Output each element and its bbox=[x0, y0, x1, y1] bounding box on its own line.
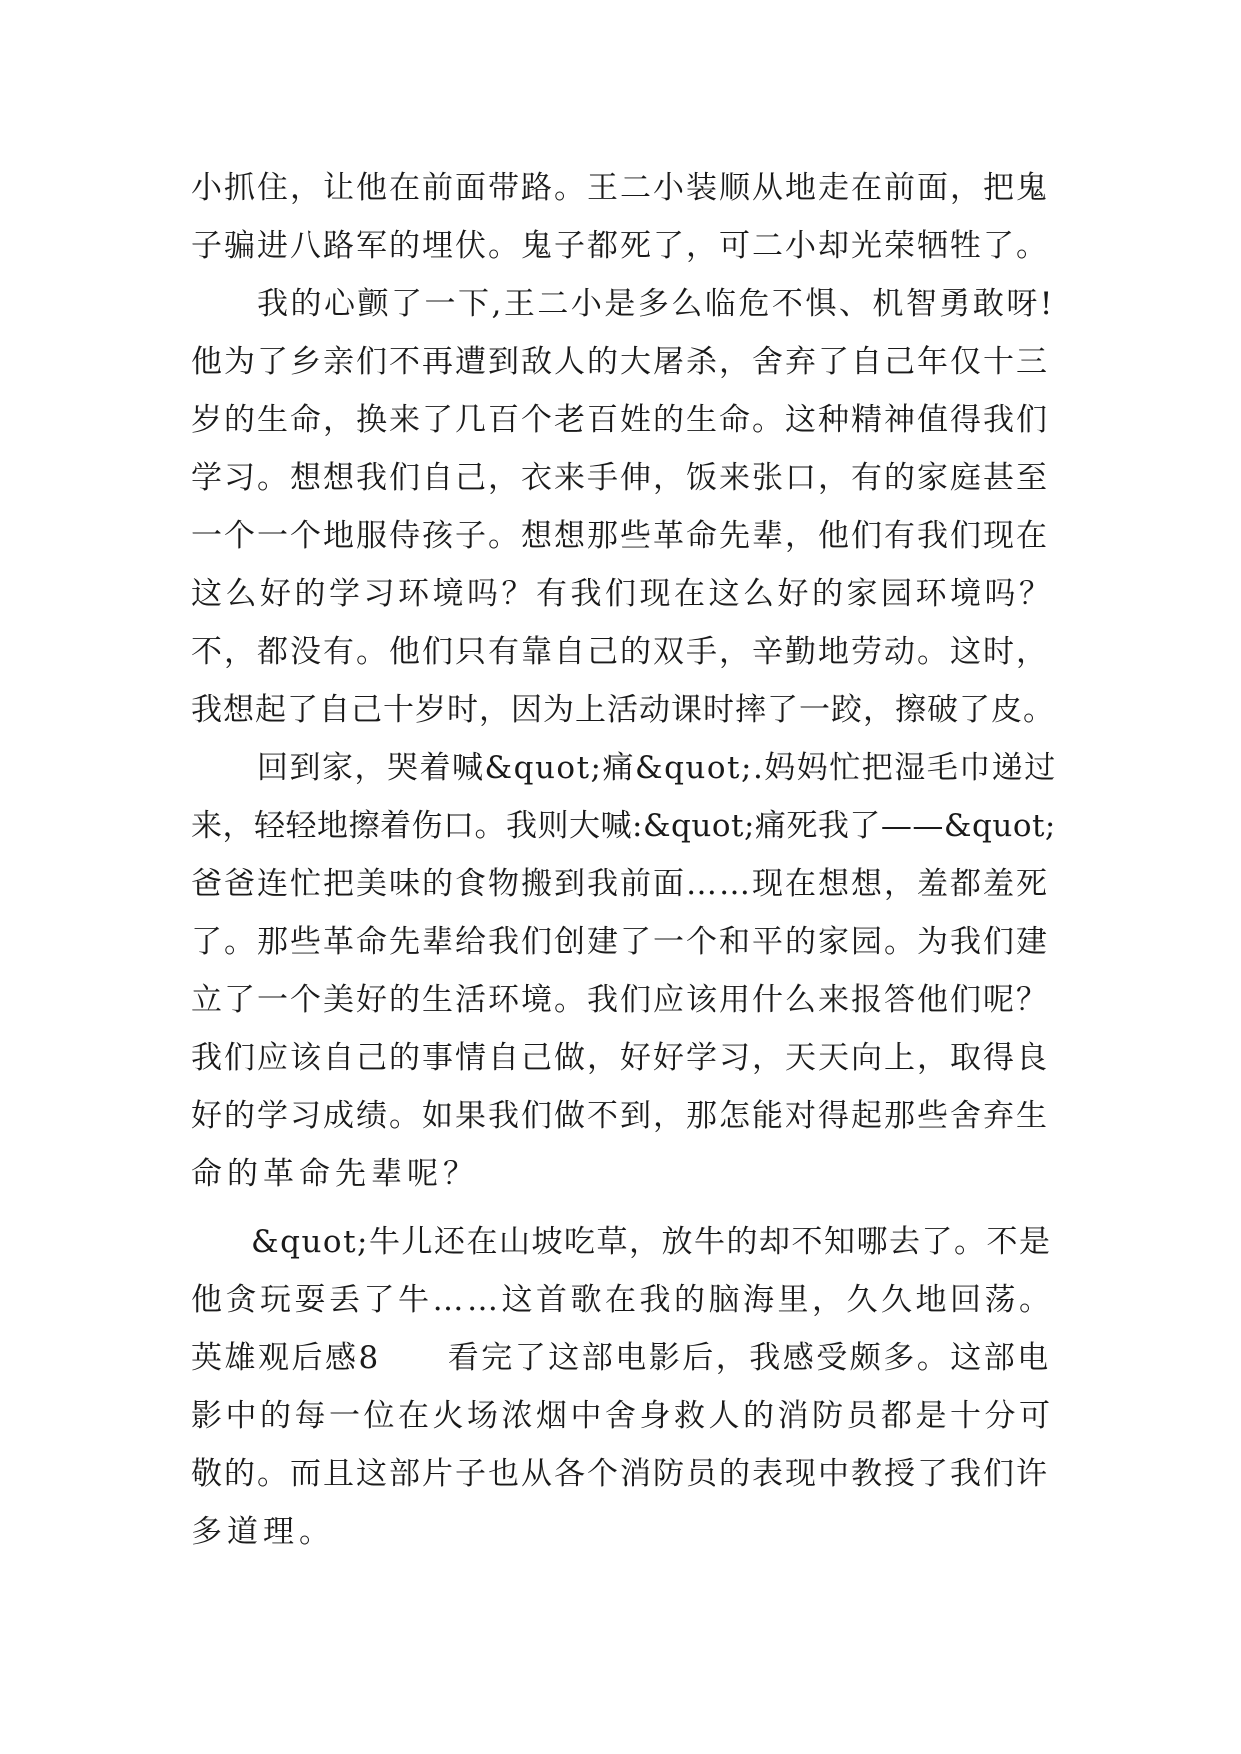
text-line-8: 这么好的学习环境吗？有我们现在这么好的家园环境吗？ bbox=[191, 576, 1054, 612]
text-line-20: 他贪玩耍丢了牛……这首歌在我的脑海里，久久地回荡。 bbox=[191, 1282, 1054, 1318]
text-line-22: 影中的每一位在火场浓烟中舍身救人的消防员都是十分可 bbox=[191, 1398, 1054, 1434]
text-line-13: 爸爸连忙把美味的食物搬到我前面……现在想想，羞都羞死 bbox=[191, 866, 1049, 902]
text-line-4: 他为了乡亲们不再遭到敌人的大屠杀，舍弃了自己年仅十三 bbox=[191, 344, 1049, 380]
text-line-3: 我的心颤了一下,王二小是多么临危不惧、机智勇敢呀! bbox=[257, 286, 1055, 322]
text-line-2: 子骗进八路军的埋伏。鬼子都死了，可二小却光荣牺牲了。 bbox=[191, 228, 1049, 264]
body-text bbox=[191, 159, 1061, 1561]
text-line-17: 好的学习成绩。如果我们做不到，那怎能对得起那些舍弃生 bbox=[191, 1098, 1049, 1134]
text-line-23: 敬的。而且这部片子也从各个消防员的表现中教授了我们许 bbox=[191, 1456, 1049, 1492]
text-line-18: 命的革命先辈呢？ bbox=[191, 1156, 479, 1192]
text-line-11: 回到家，哭着喊&quot;痛&quot;.妈妈忙把湿毛巾递过 bbox=[257, 750, 1057, 786]
text-line-15: 立了一个美好的生活环境。我们应该用什么来报答他们呢？ bbox=[191, 982, 1049, 1018]
text-line-19: &quot;牛儿还在山坡吃草，放牛的却不知哪去了。不是 bbox=[251, 1224, 1052, 1260]
text-line-9: 不，都没有。他们只有靠自己的双手，辛勤地劳动。这时， bbox=[191, 634, 1049, 670]
text-line-12: 来，轻轻地擦着伤口。我则大喊:&quot;痛死我了——&quot; bbox=[191, 808, 1056, 844]
text-line-1: 小抓住，让他在前面带路。王二小装顺从地走在前面，把鬼 bbox=[191, 170, 1049, 206]
text-line-10: 我想起了自己十岁时，因为上活动课时摔了一跤，擦破了皮。 bbox=[191, 692, 1055, 728]
text-line-21: 英雄观后感8 看完了这部电影后，我感受颇多。这部电 bbox=[191, 1340, 1051, 1376]
text-line-6: 学习。想想我们自己，衣来手伸，饭来张口，有的家庭甚至 bbox=[191, 460, 1049, 496]
text-line-5: 岁的生命，换来了几百个老百姓的生命。这种精神值得我们 bbox=[191, 402, 1049, 438]
text-line-16: 我们应该自己的事情自己做，好好学习，天天向上，取得良 bbox=[191, 1040, 1049, 1076]
text-line-7: 一个一个地服侍孩子。想想那些革命先辈，他们有我们现在 bbox=[191, 518, 1049, 554]
text-line-14: 了。那些革命先辈给我们创建了一个和平的家园。为我们建 bbox=[191, 924, 1049, 960]
text-line-24: 多道理。 bbox=[191, 1514, 335, 1550]
